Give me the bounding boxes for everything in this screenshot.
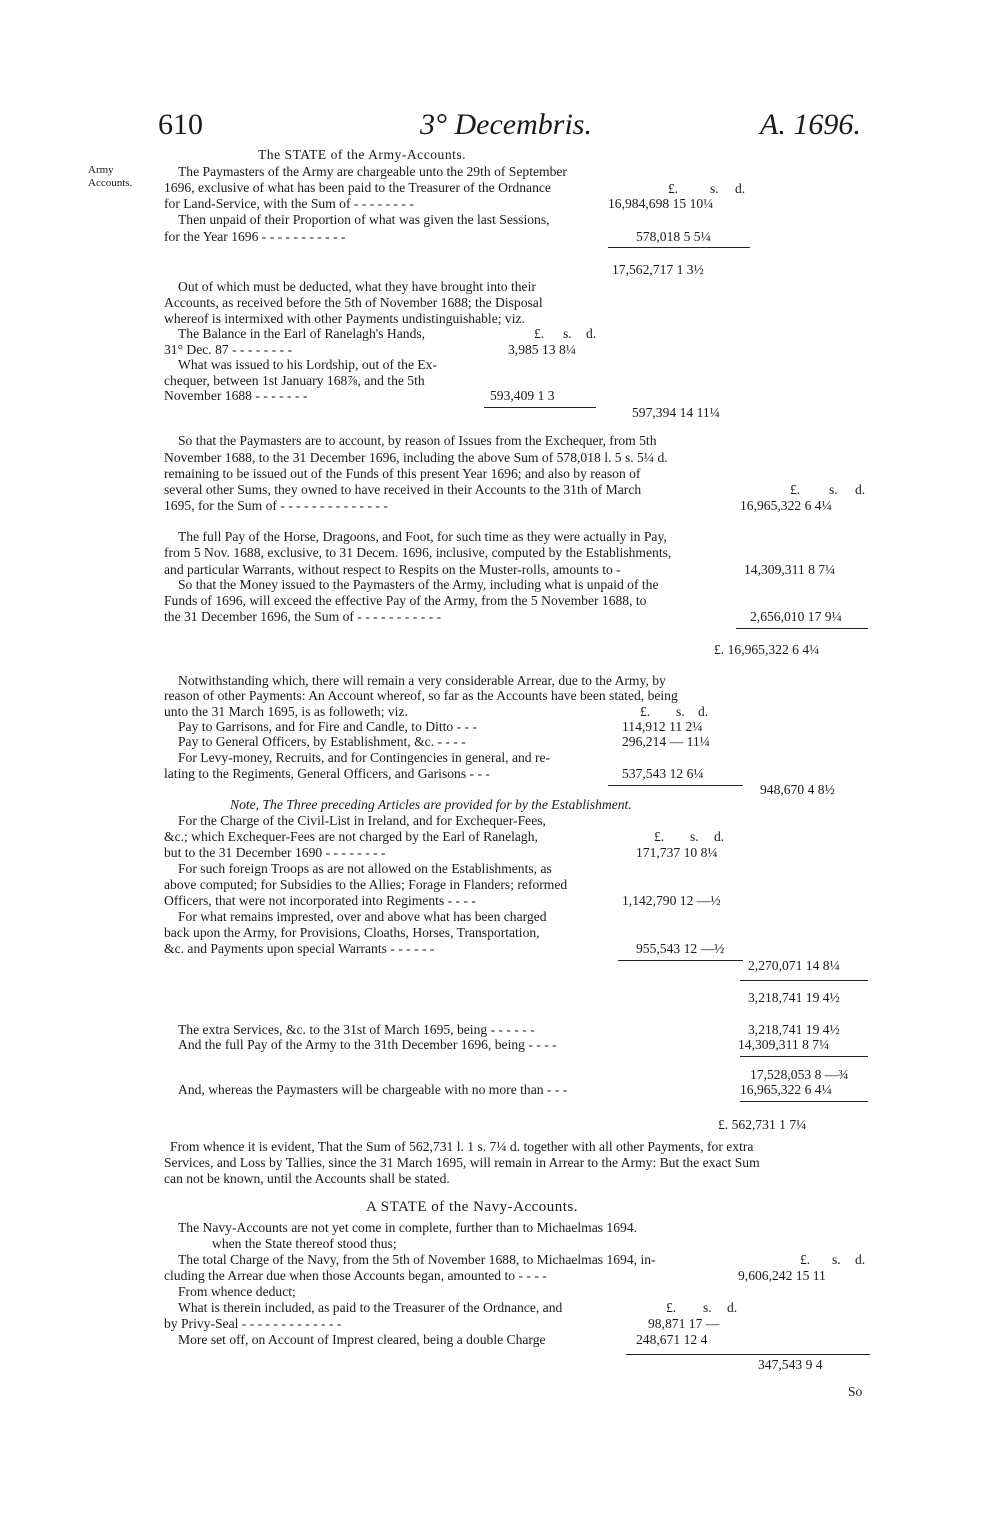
total-amount: £. 562,731 1 7¼ xyxy=(718,1117,807,1132)
margin-note-line: Army xyxy=(88,164,114,176)
army-text-line: Services, and Loss by Tallies, since the 31 March 1695, will remain in Arrear to the Army: But the exact Sum xyxy=(164,1155,760,1170)
army-text-line: The Balance in the Earl of Ranelagh's Hands, xyxy=(178,326,426,341)
navy-text-line: by Privy-Seal - - - - - - - - - - - - - xyxy=(164,1316,342,1331)
army-text-line: From whence it is evident, That the Sum of 562,731 l. 1 s. 7¼ d. together with all other Payments, for extra xyxy=(170,1139,754,1154)
army-text-line: can not be known, until the Accounts shall be stated. xyxy=(164,1171,450,1186)
army-text-line: remaining to be issued out of the Funds of this present Year 1696; and also by reason of xyxy=(164,466,641,481)
amount: 955,543 12 —½ xyxy=(636,941,725,956)
sum-rule xyxy=(626,1354,870,1355)
total-amount: 3,218,741 19 4½ xyxy=(748,990,840,1005)
army-text-line: Officers, that were not incorporated into Regiments - - - - xyxy=(164,893,476,908)
currency-heading: £. xyxy=(534,326,545,341)
army-text-line: For such foreign Troops as are not allowed on the Establishments, as xyxy=(178,861,552,876)
amount: 3,218,741 19 4½ xyxy=(748,1022,840,1037)
total-amount: 948,670 4 8½ xyxy=(760,782,835,797)
currency-heading: £. xyxy=(668,181,679,196)
army-section-title: The STATE of the Army-Accounts. xyxy=(258,147,467,162)
army-text-line: For Levy-money, Recruits, and for Contingencies in general, and re- xyxy=(178,750,551,765)
army-text-line: &c. and Payments upon special Warrants - - - - - - xyxy=(164,941,435,956)
currency-heading: s. xyxy=(832,1252,841,1267)
total-amount: 2,270,071 14 8¼ xyxy=(748,958,840,973)
army-text-line: The extra Services, &c. to the 31st of March 1695, being - - - - - - xyxy=(178,1022,535,1037)
army-text-line: 31° Dec. 87 - - - - - - - - xyxy=(164,342,293,357)
currency-heading: £. xyxy=(666,1300,677,1315)
currency-heading: s. xyxy=(829,482,838,497)
currency-heading: s. xyxy=(690,829,699,844)
army-text-line: What was issued to his Lordship, out of the Ex- xyxy=(178,357,437,372)
army-text-line: chequer, between 1st January 168⅞, and the 5th xyxy=(164,373,425,388)
currency-heading: s. xyxy=(703,1300,712,1315)
navy-text-line: when the State thereof stood thus; xyxy=(212,1236,397,1251)
army-text-line: unto the 31 March 1695, is as followeth; viz. xyxy=(164,704,408,719)
amount: 2,656,010 17 9¼ xyxy=(750,609,842,624)
amount: 1,142,790 12 —½ xyxy=(622,893,721,908)
army-text-line: back upon the Army, for Provisions, Cloaths, Horses, Transportation, xyxy=(164,925,540,940)
navy-text-line: cluding the Arrear due when those Accounts began, amounted to - - - - xyxy=(164,1268,547,1283)
sum-rule xyxy=(608,785,743,786)
army-text-line: So that the Money issued to the Paymasters of the Army, including what is unpaid of the xyxy=(178,577,659,592)
sum-rule xyxy=(484,407,596,408)
currency-heading: £. xyxy=(654,829,665,844)
amount: 171,737 10 8¼ xyxy=(636,845,718,860)
total-amount: 347,543 9 4 xyxy=(758,1357,823,1372)
amount: 16,984,698 15 10¼ xyxy=(608,196,714,211)
amount: 248,671 12 4 xyxy=(636,1332,708,1347)
sum-rule xyxy=(740,1056,868,1057)
army-text-line: the 31 December 1696, the Sum of - - - - - - - - - - - xyxy=(164,609,442,624)
army-text-line: Pay to General Officers, by Establishment, &c. - - - - xyxy=(178,734,466,749)
catchword: So xyxy=(848,1384,863,1399)
army-text-line: above computed; for Subsidies to the Allies; Forage in Flanders; reformed xyxy=(164,877,568,892)
currency-heading: d. xyxy=(855,482,866,497)
page-date-heading: 3° Decembris. xyxy=(420,108,592,141)
army-text-line: from 5 Nov. 1688, exclusive, to 31 Decem. 1696, inclusive, computed by the Establishments, xyxy=(164,545,672,560)
currency-heading: d. xyxy=(714,829,725,844)
amount: 16,965,322 6 4¼ xyxy=(740,498,832,513)
page-number: 610 xyxy=(158,108,203,141)
amount: 3,985 13 8¼ xyxy=(508,342,576,357)
amount: 9,606,242 15 11 xyxy=(738,1268,826,1283)
navy-section-title: A STATE of the Navy-Accounts. xyxy=(366,1199,579,1215)
amount: 593,409 1 3 xyxy=(490,388,555,403)
sum-rule xyxy=(736,628,868,629)
margin-note-line: Accounts. xyxy=(88,177,133,189)
army-text-line: and particular Warrants, without respect to Respits on the Muster-rolls, amounts to - xyxy=(164,562,621,577)
army-text-line: reason of other Payments: An Account whereof, so far as the Accounts have been stated, being xyxy=(164,688,678,703)
navy-text-line: More set off, on Account of Imprest cleared, being a double Charge xyxy=(178,1332,546,1347)
navy-text-line: The total Charge of the Navy, from the 5th of November 1688, to Michaelmas 1694, in- xyxy=(178,1252,656,1267)
total-amount: £. 16,965,322 6 4¼ xyxy=(714,642,820,657)
army-text-line: whereof is intermixed with other Payments undistinguishable; viz. xyxy=(164,311,525,326)
amount: 537,543 12 6¼ xyxy=(622,766,704,781)
amount: 14,309,311 8 7¼ xyxy=(744,562,836,577)
navy-text-line: What is therein included, as paid to the Treasurer of the Ordnance, and xyxy=(178,1300,563,1315)
currency-heading: d. xyxy=(586,326,597,341)
army-text-line: several other Sums, they owned to have received in their Accounts to the 31th of March xyxy=(164,482,642,497)
amount: 578,018 5 5¼ xyxy=(636,229,711,244)
currency-heading: s. xyxy=(676,704,685,719)
navy-text-line: The Navy-Accounts are not yet come in complete, further than to Michaelmas 1694. xyxy=(178,1220,638,1235)
army-text-line: And, whereas the Paymasters will be chargeable with no more than - - - xyxy=(178,1082,568,1097)
army-text-line: The full Pay of the Horse, Dragoons, and Foot, for such time as they were actually in Pay, xyxy=(178,529,667,544)
army-text-line: For the Charge of the Civil-List in Ireland, and for Exchequer-Fees, xyxy=(178,813,546,828)
army-note: Note, The Three preceding Articles are provided for by the Establishment. xyxy=(230,797,632,812)
total-amount: 597,394 14 11¼ xyxy=(632,405,720,420)
amount: 16,965,322 6 4¼ xyxy=(740,1082,832,1097)
amount: 14,309,311 8 7¼ xyxy=(738,1037,830,1052)
army-text-line: Out of which must be deducted, what they have brought into their xyxy=(178,279,536,294)
page-year: A. 1696. xyxy=(760,108,861,141)
sum-rule xyxy=(608,247,750,248)
currency-heading: d. xyxy=(855,1252,866,1267)
amount: 114,912 11 2¼ xyxy=(622,719,703,734)
army-text-line: The Paymasters of the Army are chargeable unto the 29th of September xyxy=(178,164,567,179)
army-text-line: for the Year 1696 - - - - - - - - - - - xyxy=(164,229,346,244)
army-text-line: Accounts, as received before the 5th of November 1688; the Disposal xyxy=(164,295,543,310)
sum-rule xyxy=(618,960,743,961)
navy-text-line: From whence deduct; xyxy=(178,1284,296,1299)
army-text-line: For what remains imprested, over and above what has been charged xyxy=(178,909,547,924)
total-amount: 17,528,053 8 —¾ xyxy=(750,1067,849,1082)
currency-heading: s. xyxy=(563,326,572,341)
army-text-line: Pay to Garrisons, and for Fire and Candle, to Ditto - - - xyxy=(178,719,478,734)
army-text-line: November 1688 - - - - - - - xyxy=(164,388,308,403)
currency-heading: £. xyxy=(640,704,651,719)
army-text-line: but to the 31 December 1690 - - - - - - - - xyxy=(164,845,386,860)
amount: 98,871 17 — xyxy=(648,1316,720,1331)
currency-heading: £. xyxy=(790,482,801,497)
currency-heading: d. xyxy=(698,704,709,719)
army-text-line: Notwithstanding which, there will remain a very considerable Arrear, due to the Army, by xyxy=(178,673,666,688)
currency-heading: s. xyxy=(710,181,719,196)
currency-heading: £. xyxy=(800,1252,811,1267)
army-text-line: lating to the Regiments, General Officers, and Garisons - - - xyxy=(164,766,490,781)
sum-rule xyxy=(740,980,868,981)
army-text-line: Funds of 1696, will exceed the effective Pay of the Army, from the 5 November 1688, to xyxy=(164,593,647,608)
currency-heading: d. xyxy=(735,181,746,196)
army-text-line: Then unpaid of their Proportion of what was given the last Sessions, xyxy=(178,212,550,227)
army-text-line: So that the Paymasters are to account, by reason of Issues from the Exchequer, from 5th xyxy=(178,433,657,448)
army-text-line: 1696, exclusive of what has been paid to the Treasurer of the Ordnance xyxy=(164,180,551,195)
army-text-line: 1695, for the Sum of - - - - - - - - - - - - - - xyxy=(164,498,388,513)
total-amount: 17,562,717 1 3½ xyxy=(612,262,704,277)
amount: 296,214 — 11¼ xyxy=(622,734,710,749)
currency-heading: d. xyxy=(727,1300,738,1315)
army-text-line: for Land-Service, with the Sum of - - - - - - - - xyxy=(164,196,414,211)
army-text-line: And the full Pay of the Army to the 31th December 1696, being - - - - xyxy=(178,1037,557,1052)
army-text-line: &c.; which Exchequer-Fees are not charged by the Earl of Ranelagh, xyxy=(164,829,538,844)
army-text-line: November 1688, to the 31 December 1696, including the above Sum of 578,018 l. 5 s. 5¼ d. xyxy=(164,450,668,465)
sum-rule xyxy=(740,1101,868,1102)
